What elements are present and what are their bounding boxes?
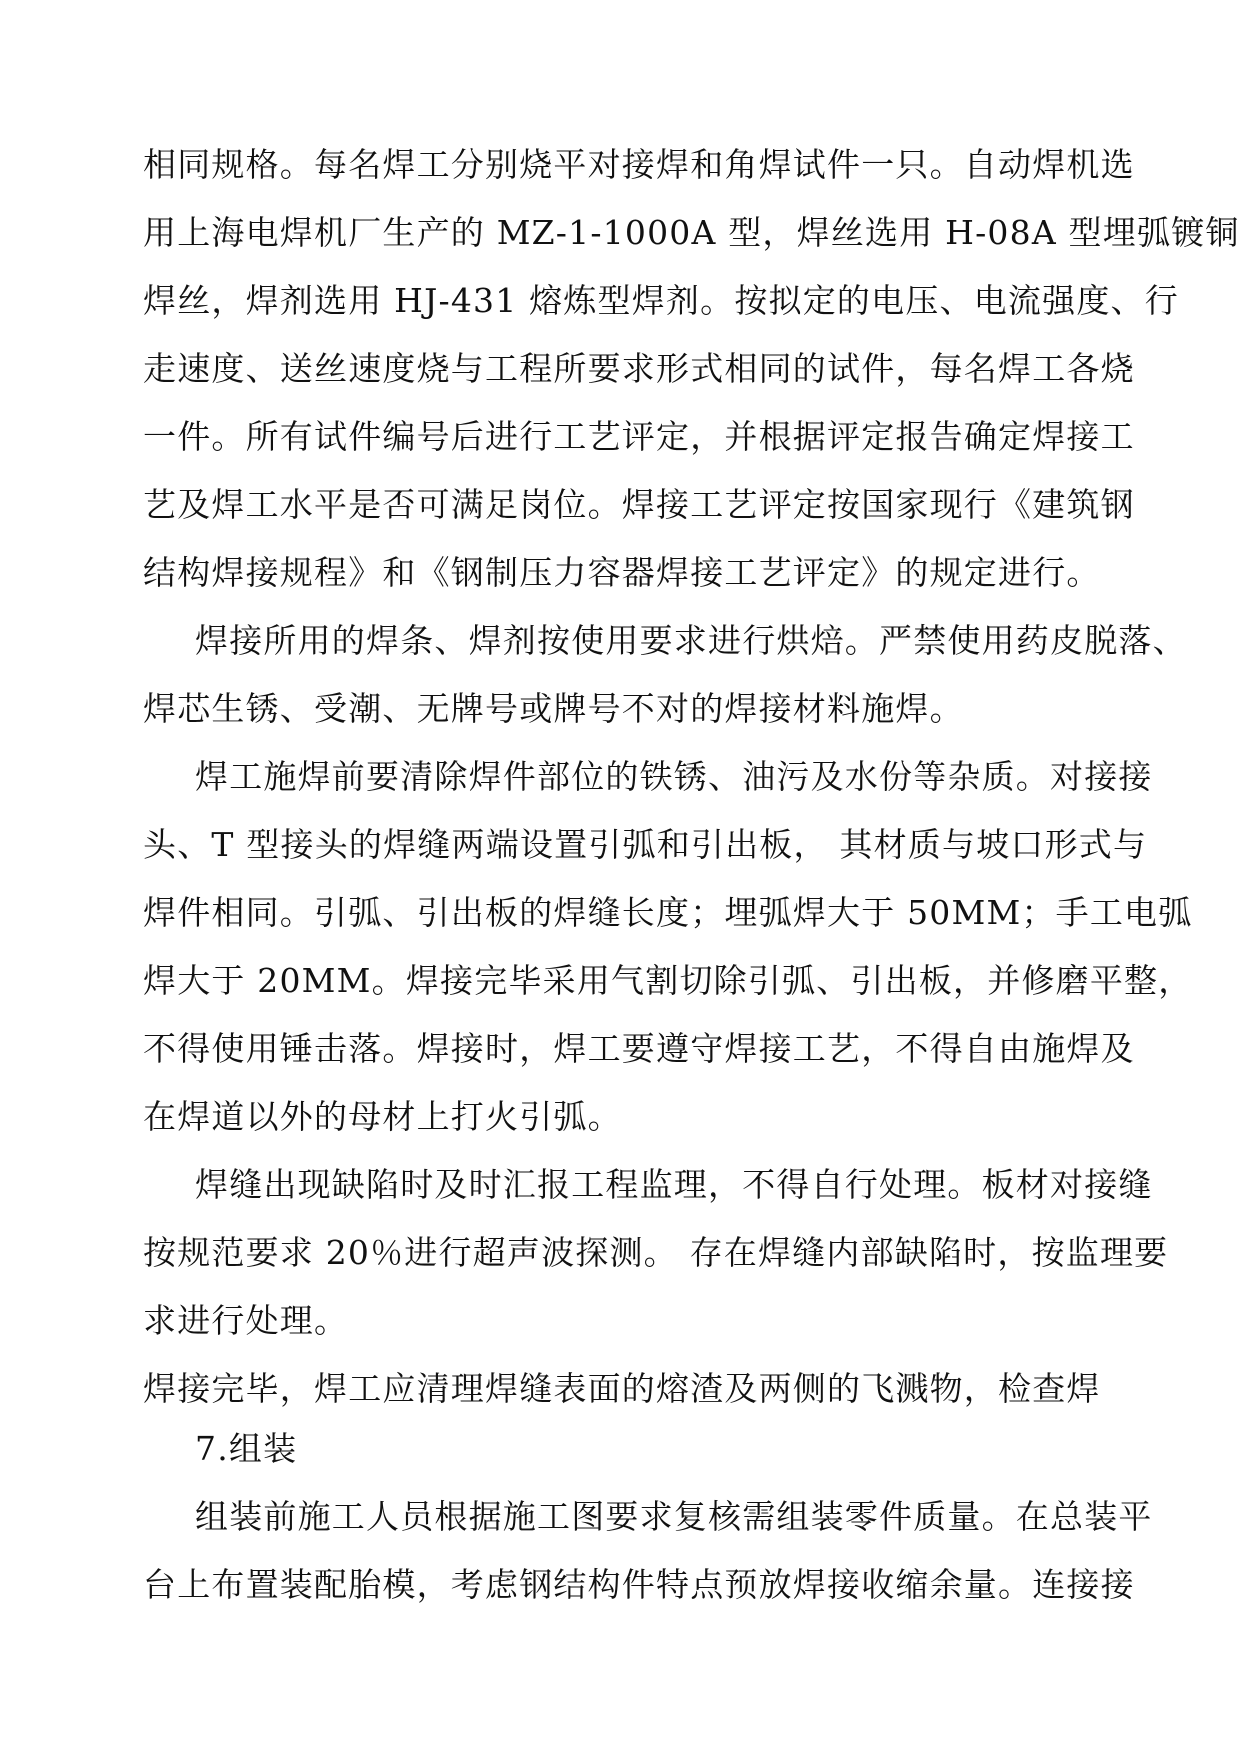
- text-line-18: 求进行处理。: [143, 1301, 349, 1340]
- text-line-17: 按规范要求 20％进行超声波探测。 存在焊缝内部缺陷时，按监理要: [143, 1233, 1169, 1272]
- text-line-10: 焊工施焊前要清除焊件部位的铁锈、油污及水份等杂质。对接接: [195, 757, 1153, 796]
- text-line-7: 结构焊接规程》和《钢制压力容器焊接工艺评定》的规定进行。: [143, 553, 1101, 592]
- text-line-5: 一件。所有试件编号后进行工艺评定，并根据评定报告确定焊接工: [143, 417, 1135, 456]
- text-line-15: 在焊道以外的母材上打火引弧。: [143, 1097, 622, 1136]
- text-line-14: 不得使用锤击落。焊接时，焊工要遵守焊接工艺，不得自由施焊及: [143, 1029, 1135, 1068]
- text-line-9: 焊芯生锈、受潮、无牌号或牌号不对的焊接材料施焊。: [143, 689, 964, 728]
- text-line-3: 焊丝，焊剂选用 HJ-431 熔炼型焊剂。按拟定的电压、电流强度、行: [143, 281, 1179, 320]
- text-line-16: 焊缝出现缺陷时及时汇报工程监理，不得自行处理。板材对接缝: [195, 1165, 1153, 1204]
- text-line-4: 走速度、送丝速度烧与工程所要求形式相同的试件，每名焊工各烧: [143, 349, 1135, 388]
- text-line-13: 焊大于 20MM。焊接完毕采用气割切除引弧、引出板，并修磨平整，: [143, 961, 1193, 1000]
- text-line-8: 焊接所用的焊条、焊剂按使用要求进行烘焙。严禁使用药皮脱落、: [195, 621, 1187, 660]
- text-line-1: 相同规格。每名焊工分别烧平对接焊和角焊试件一只。自动焊机选: [143, 145, 1135, 184]
- section-heading: 7.组装: [195, 1429, 298, 1468]
- text-line-22: 台上布置装配胎模，考虑钢结构件特点预放焊接收缩余量。连接接: [143, 1565, 1135, 1604]
- text-line-12: 焊件相同。引弧、引出板的焊缝长度；埋弧焊大于 50MM；手工电弧: [143, 893, 1193, 932]
- text-line-2: 用上海电焊机厂生产的 MZ-1-1000A 型，焊丝选用 H-08A 型埋弧镀铜: [143, 213, 1240, 252]
- text-line-11: 头、T 型接头的焊缝两端设置引弧和引出板， 其材质与坡口形式与: [143, 825, 1148, 864]
- text-line-19: 焊接完毕，焊工应清理焊缝表面的熔渣及两侧的飞溅物，检查焊: [143, 1369, 1101, 1408]
- text-line-6: 艺及焊工水平是否可满足岗位。焊接工艺评定按国家现行《建筑钢: [143, 485, 1135, 524]
- text-line-21: 组装前施工人员根据施工图要求复核需组装零件质量。在总装平: [195, 1497, 1153, 1536]
